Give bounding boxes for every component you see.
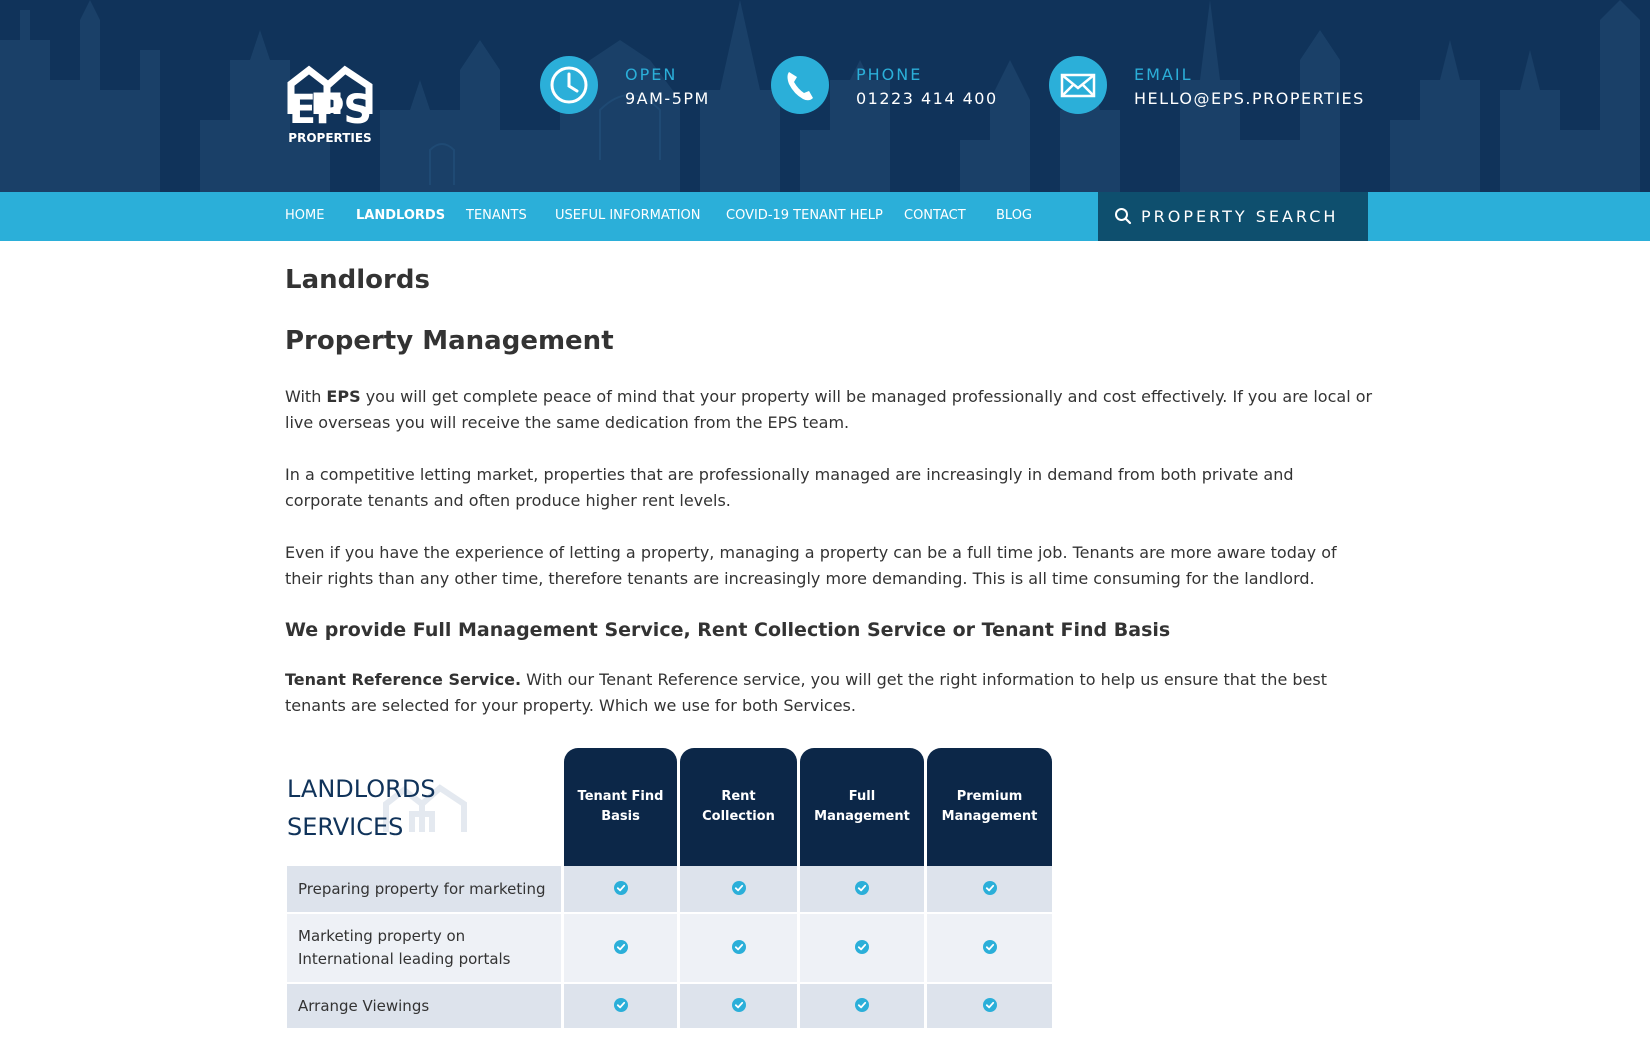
- check-icon: [983, 881, 997, 895]
- check-cell: [564, 984, 677, 1028]
- search-icon: [1114, 207, 1132, 225]
- check-cell: [927, 914, 1052, 982]
- check-icon: [855, 881, 869, 895]
- check-cell: [680, 914, 797, 982]
- column-full-management: Full Management: [800, 748, 924, 866]
- row-label: Arrange Viewings: [287, 984, 561, 1028]
- main-nav: [0, 192, 1650, 241]
- table-row: [287, 866, 1052, 912]
- check-cell: [800, 866, 924, 912]
- contact-phone-label: PHONE: [856, 65, 923, 84]
- page-title: Landlords: [285, 265, 430, 295]
- property-search-button[interactable]: [1098, 192, 1368, 241]
- experience-paragraph: Even if you have the experience of letting a property, managing a property can be a full time job. Tenants are more aware today of their rights than any other time, therefore tenants are increasingly more demanding. This is all time consuming for the landlord.: [285, 543, 1337, 588]
- check-cell: [564, 914, 677, 982]
- contact-email-label: EMAIL: [1134, 65, 1193, 84]
- intro-text-rest: you will get complete peace of mind that your property will be managed professionally and cost effectively. If you are local or live overseas you will receive the same dedication from the EPS team.: [285, 387, 1373, 432]
- services-subheading: We provide Full Management Service, Rent Collection Service or Tenant Find Basis: [285, 619, 1171, 641]
- property-search-label: PROPERTY SEARCH: [1141, 207, 1339, 226]
- check-icon: [732, 998, 746, 1012]
- market-paragraph: In a competitive letting market, properties that are professionally managed are increasingly in demand from both private and corporate tenants and often produce higher rent levels.: [285, 465, 1294, 510]
- logo-subtext: PROPERTIES: [288, 131, 372, 145]
- check-icon: [614, 998, 628, 1012]
- nav-item-tenants[interactable]: TENANTS: [466, 208, 527, 223]
- row-label: Preparing property for marketing: [287, 866, 561, 912]
- check-icon: [732, 881, 746, 895]
- check-icon: [614, 881, 628, 895]
- clock-icon: [540, 56, 598, 114]
- column-tenant-find: Tenant Find Basis: [564, 748, 677, 866]
- contact-email-value[interactable]: HELLO@EPS.PROPERTIES: [1134, 89, 1365, 108]
- nav-item-covid-tenant-help[interactable]: COVID-19 TENANT HELP: [726, 208, 883, 223]
- column-rent-collection: Rent Collection: [680, 748, 797, 866]
- phone-icon: [771, 56, 829, 114]
- check-icon: [983, 998, 997, 1012]
- reference-text: With our Tenant Reference service, you will get the right information to help us ensure that the best tenants are selected for your property. Which we use for both Services.: [285, 670, 1327, 715]
- services-title: [287, 770, 436, 846]
- check-icon: [855, 940, 869, 954]
- contact-open-label: OPEN: [625, 65, 678, 84]
- check-icon: [855, 998, 869, 1012]
- column-premium-management: Premium Management: [927, 748, 1052, 866]
- contact-open-value: 9AM-5PM: [625, 89, 710, 108]
- check-cell: [564, 866, 677, 912]
- site-header: [0, 0, 1650, 192]
- check-cell: [927, 866, 1052, 912]
- check-cell: [680, 866, 797, 912]
- envelope-icon: [1049, 56, 1107, 114]
- services-title-line1: LANDLORDS: [287, 775, 436, 803]
- nav-item-useful-information[interactable]: USEFUL INFORMATION: [555, 208, 701, 223]
- logo-text: EPS: [288, 87, 372, 133]
- table-row: [287, 984, 1052, 1028]
- table-row: [287, 914, 1052, 982]
- reference-title: Tenant Reference Service.: [285, 670, 522, 689]
- check-icon: [983, 940, 997, 954]
- check-cell: [927, 984, 1052, 1028]
- check-cell: [680, 984, 797, 1028]
- intro-text-start: With: [285, 387, 327, 406]
- nav-item-home[interactable]: HOME: [285, 208, 325, 223]
- intro-brand: EPS: [326, 387, 361, 406]
- intro-paragraph: [285, 384, 1375, 436]
- check-cell: [800, 984, 924, 1028]
- nav-item-landlords[interactable]: LANDLORDS: [356, 208, 446, 223]
- row-label: Marketing property on International leading portals: [287, 914, 561, 982]
- nav-item-contact[interactable]: CONTACT: [904, 208, 966, 223]
- check-icon: [732, 940, 746, 954]
- reference-paragraph: [285, 667, 1375, 719]
- contact-phone-value[interactable]: 01223 414 400: [856, 89, 998, 108]
- check-cell: [800, 914, 924, 982]
- section-title: Property Management: [285, 326, 614, 356]
- services-title-line2: SERVICES: [287, 813, 404, 841]
- nav-item-blog[interactable]: BLOG: [996, 208, 1033, 223]
- check-icon: [614, 940, 628, 954]
